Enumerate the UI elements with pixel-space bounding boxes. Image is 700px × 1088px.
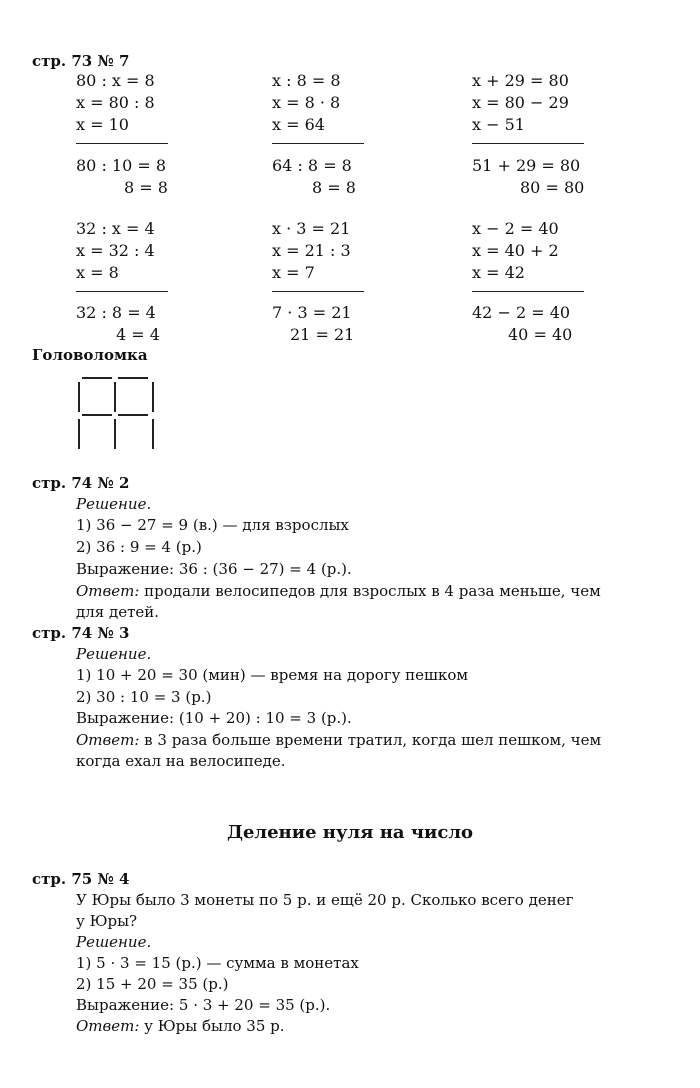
equation: x = 10 [76,115,129,134]
equation: x = 32 : 4 [76,241,155,260]
solution-label: Решение. [76,645,152,663]
puzzle-header: Головоломка [32,346,148,364]
answer [76,731,601,749]
answer-label: Ответ: [76,731,140,749]
answer-continued: для детей. [76,603,160,621]
matchstick [82,414,112,416]
divider-line [76,143,168,144]
check-equation: 80 = 80 [520,178,585,197]
matchstick [152,382,154,412]
divider-line [472,143,584,144]
equation: x = 7 [272,263,315,282]
divider-line [472,291,584,292]
task-header: стр. 74 № 2 [32,474,130,492]
equation: x = 8 [76,263,119,282]
solution-label: Решение. [76,933,152,951]
equation: 80 : x = 8 [76,71,155,90]
divider-line [272,291,364,292]
answer-text: в 3 раза больше времени тратил, когда шел пешком, чем [139,731,602,749]
solution-step: 1) 36 − 27 = 9 (в.) — для взрослых [76,516,349,534]
equation: x = 21 : 3 [272,241,351,260]
equation: x = 80 : 8 [76,93,155,112]
check-equation: 4 = 4 [116,325,160,344]
answer [76,1017,285,1035]
check-equation: 7 · 3 = 21 [272,303,352,322]
solution-label: Решение. [76,495,152,513]
solution-step: 2) 15 + 20 = 35 (р.) [76,975,229,993]
matchstick [82,377,112,379]
equation: x : 8 = 8 [272,71,341,90]
matchstick [114,382,116,412]
divider-line [76,291,168,292]
equation: x = 42 [472,263,525,282]
check-equation: 32 : 8 = 4 [76,303,156,322]
task-header: стр. 75 № 4 [32,870,130,888]
matchstick [152,419,154,449]
check-equation: 51 + 29 = 80 [472,156,581,175]
matchstick [78,382,80,412]
matchstick [118,414,148,416]
check-equation: 8 = 8 [312,178,356,197]
expression: Выражение: 36 : (36 − 27) = 4 (р.). [76,560,352,578]
equation: x = 40 + 2 [472,241,559,260]
divider-line [272,143,364,144]
check-equation: 8 = 8 [124,178,168,197]
matchstick [114,419,116,449]
expression: Выражение: (10 + 20) : 10 = 3 (р.). [76,709,352,727]
solution-step: 2) 30 : 10 = 3 (р.) [76,688,212,706]
answer-text: у Юры было 35 р. [139,1017,285,1035]
problem-text: У Юры было 3 монеты по 5 р. и ещё 20 р. Сколько всего денег [76,891,574,909]
solution-step: 2) 36 : 9 = 4 (р.) [76,538,202,556]
check-equation: 40 = 40 [508,325,573,344]
task-header: стр. 74 № 3 [32,624,130,642]
equation: x = 64 [272,115,325,134]
equation: x · 3 = 21 [272,219,351,238]
check-equation: 42 − 2 = 40 [472,303,571,322]
answer-label: Ответ: [76,1017,140,1035]
check-equation: 80 : 10 = 8 [76,156,167,175]
equation: 32 : x = 4 [76,219,155,238]
task-header: стр. 73 № 7 [32,52,130,70]
answer-label: Ответ: [76,582,140,600]
solution-step: 1) 5 · 3 = 15 (р.) — сумма в монетах [76,954,359,972]
equation: x = 80 − 29 [472,93,569,112]
check-equation: 64 : 8 = 8 [272,156,352,175]
solution-step: 1) 10 + 20 = 30 (мин) — время на дорогу пешком [76,666,469,684]
equation: x − 2 = 40 [472,219,559,238]
matchstick [118,377,148,379]
equation: x − 51 [472,115,525,134]
answer-continued: когда ехал на велосипеде. [76,752,286,770]
expression: Выражение: 5 · 3 + 20 = 35 (р.). [76,996,331,1014]
problem-text: у Юры? [76,912,138,930]
check-equation: 21 = 21 [290,325,355,344]
answer-text: продали велосипедов для взрослых в 4 раза меньше, чем [139,582,601,600]
answer [76,582,601,600]
section-title: Деление нуля на число [226,822,474,843]
matchstick [78,419,80,449]
equation: x + 29 = 80 [472,71,569,90]
equation: x = 8 · 8 [272,93,341,112]
